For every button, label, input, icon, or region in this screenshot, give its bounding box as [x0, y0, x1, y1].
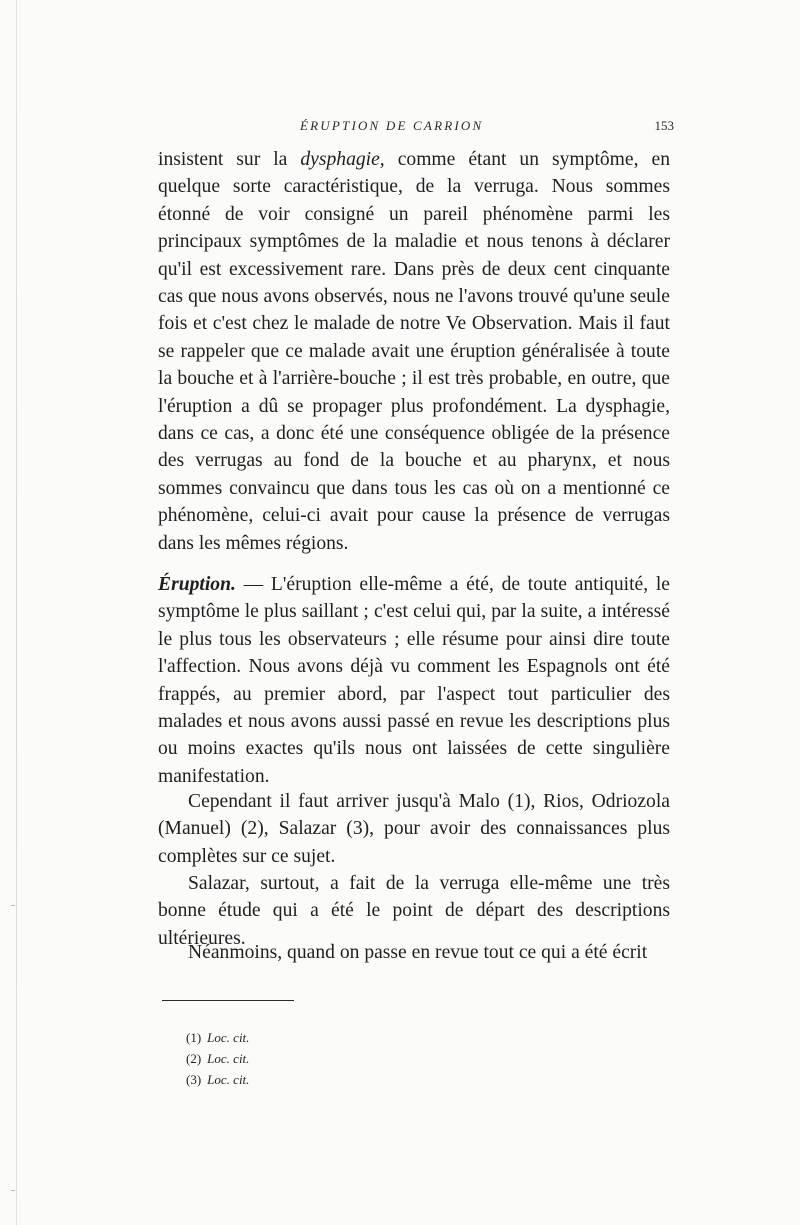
- binding-mark: [11, 1190, 15, 1191]
- section-paragraph: [158, 571, 670, 790]
- footnote-mark: (3): [186, 1072, 202, 1087]
- footnote-text: Loc. cit.: [207, 1030, 250, 1045]
- binding-edge: [16, 0, 17, 1225]
- body-paragraph: [158, 146, 670, 557]
- running-head: ÉRUPTION DE CARRION: [300, 118, 484, 133]
- paragraph-text: insistent sur la: [158, 149, 301, 170]
- footnote-rule: [162, 1000, 294, 1001]
- body-paragraph: [158, 788, 670, 870]
- page-number: 153: [654, 118, 674, 133]
- paragraph-text: Néanmoins, quand on passe en revue tout ce qui a été écrit: [188, 942, 648, 963]
- footnote-mark: (2): [186, 1051, 202, 1066]
- footnotes: [186, 1027, 249, 1090]
- paragraph-text: Salazar, surtout, a fait de la verruga elle-même une très bonne étude qui a été le point de départ des descriptions ultérieures.: [158, 873, 670, 949]
- section-heading: Éruption.: [158, 574, 236, 595]
- paragraph-text: Cependant il faut arriver jusqu'à Malo (1), Rios, Odriozola (Manuel) (2), Salazar (3), pour avoir des connaissances plus complètes sur ce sujet.: [158, 791, 670, 867]
- binding-mark: [11, 905, 15, 906]
- body-paragraph: [158, 939, 670, 966]
- footnote: [186, 1069, 249, 1090]
- italic-term: dysphagie,: [300, 149, 385, 170]
- footnote: [186, 1027, 249, 1048]
- footnote-text: Loc. cit.: [207, 1072, 250, 1087]
- footnote-mark: (1): [186, 1030, 202, 1045]
- footnote: [186, 1048, 249, 1069]
- paragraph-text: comme étant un symptôme, en quelque sorte caractéristique, de la verruga. Nous sommes étonné de voir consigné un pareil phénomène parmi les principaux symptômes de la maladie et nous tenons à déclarer qu'il est excessivement rare. Dans près de deux cent cinquante cas que nous avons observés, nous ne l'avons trouvé qu'une seule fois et c'est chez le malade de notre Ve Observation. Mais il faut se rappeler que ce malade avait une éruption généralisée à toute la bouche et à l'arrière-bouche ; il est très probable, en outre, que l'éruption a dû se propager plus profondément. La dysphagie, dans ce cas, a donc été une conséquence obligée de la présence des verrugas au fond de la bouche et au pharynx, et nous sommes convaincu que dans tous les cas où on a mentionné ce phénomène, celui-ci avait pour cause la présence de verrugas dans les mêmes régions.: [158, 149, 670, 554]
- footnote-text: Loc. cit.: [207, 1051, 250, 1066]
- paragraph-text: — L'éruption elle-même a été, de toute antiquité, le symptôme le plus saillant ; c'est celui qui, par la suite, a intéressé le plus tous les observateurs ; elle résume pour ainsi dire toute l'affection. Nous avons déjà vu comment les Espagnols ont été frappés, au premier abord, par l'aspect tout particulier des malades et nous avons aussi passé en revue les descriptions plus ou moins exactes qu'ils nous ont laissées de cette singulière manifestation.: [158, 574, 670, 787]
